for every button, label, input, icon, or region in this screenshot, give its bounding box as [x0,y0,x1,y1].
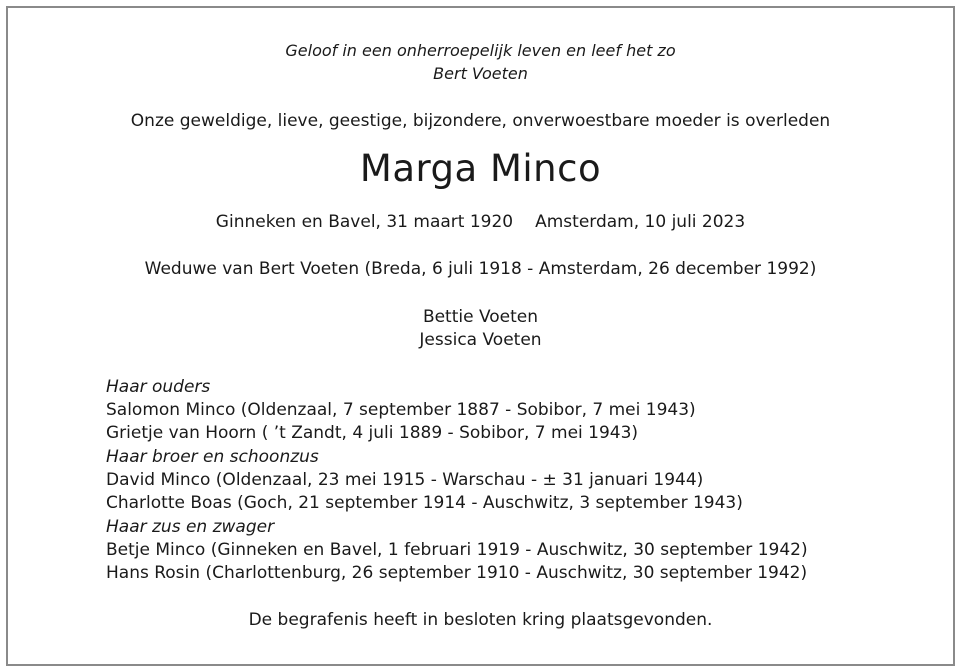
deceased-name: Marga Minco [359,147,602,190]
announcement: Onze geweldige, lieve, geestige, bijzondere, onverwoestbare moeder is overleden [130,111,831,131]
life-dates [0,211,961,234]
funeral-note: De begrafenis heeft in besloten kring plaatsgevonden. [248,610,713,630]
relative-entry: Grietje van Hoorn ( ’t Zandt, 4 juli 1889 - Sobibor, 7 mei 1943) [106,423,639,443]
child-name: Bettie Voeten [422,307,539,327]
relative-entry: Betje Minco (Ginneken en Bavel, 1 februari 1919 - Auschwitz, 30 september 1942) [106,540,808,560]
relative-entry: David Minco (Oldenzaal, 23 mei 1915 - Warschau - ± 31 januari 1944) [106,470,704,490]
relatives-heading-brother: Haar broer en schoonzus [106,447,319,467]
quote-author: Bert Voeten [433,64,528,83]
quote-text: Geloof in een onherroepelijk leven en leef het zo [285,41,676,60]
death-date: Amsterdam, 10 juli 2023 [535,212,746,232]
relative-entry: Charlotte Boas (Goch, 21 september 1914 - Auschwitz, 3 september 1943) [106,493,743,513]
relative-entry: Salomon Minco (Oldenzaal, 7 september 1887 - Sobibor, 7 mei 1943) [106,400,696,420]
relative-entry: Hans Rosin (Charlottenburg, 26 september 1910 - Auschwitz, 30 september 1942) [106,563,808,583]
relatives-heading-sister: Haar zus en zwager [106,517,275,537]
relatives-heading-parents: Haar ouders [106,377,211,397]
child-name: Jessica Voeten [419,330,542,350]
spouse-line: Weduwe van Bert Voeten (Breda, 6 juli 1918 - Amsterdam, 26 december 1992) [144,259,817,279]
birth-date: Ginneken en Bavel, 31 maart 1920 [215,212,514,232]
